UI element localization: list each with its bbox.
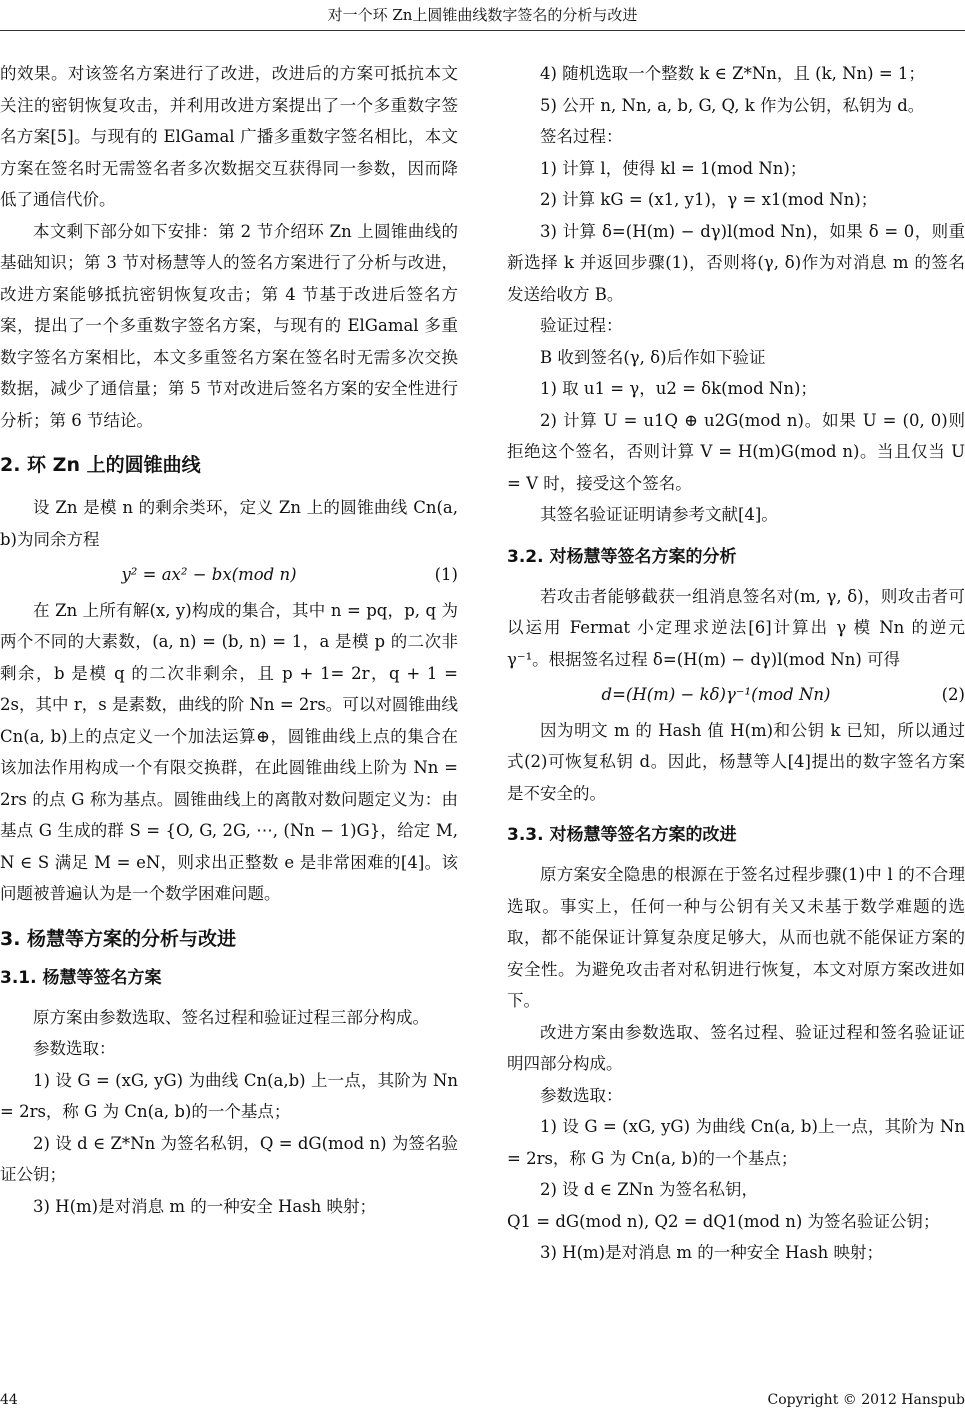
- param-step-5: 5) 公开 n, Nn, a, b, G, Q, k 作为公钥，私钥为 d。: [540, 95, 925, 115]
- left-column: [0, 58, 458, 1222]
- param-step-3: 3) H(m)是对消息 m 的一种安全 Hash 映射；: [33, 1196, 377, 1216]
- verify-label: 验证过程：: [540, 316, 623, 335]
- page-number: 44: [0, 1392, 18, 1408]
- definition-paragraph: 设 Zn 是模 n 的剩余类环，定义 Zn 上的圆锥曲线 Cn(a, b)为同余方程: [0, 498, 458, 549]
- sign-step-2: 2) 计算 kG = (x1, y1)，γ = x1(mod Nn)；: [540, 190, 878, 209]
- sign-step-1: 1) 计算 l，使得 kl = 1(mod Nn)；: [540, 158, 807, 178]
- intro-paragraph: 的效果。对该签名方案进行了改进，改进后的方案可抵抗本文关注的密钥恢复攻击，并利用改进方案提出了一个多重数字签名方案[5]。与现有的 ElGamal 广播多重数字签名相比，本文方案在签名时无需签名者多次数据交互获得同一参数，因而降低了通信代价。: [0, 64, 458, 209]
- improved-param-step-2-keys: Q1 = dG(mod n), Q2 = dQ1(mod n) 为签名验证公钥；: [507, 1211, 940, 1231]
- param-step-1: 1) 设 G = (xG, yG) 为曲线 Cn(a,b) 上一点，其阶为 Nn = 2rs，称 G 为 Cn(a, b)的一个基点；: [0, 1070, 458, 1121]
- section-3-heading: 3. 杨慧等方案的分析与改进: [0, 927, 237, 950]
- running-header: 对一个环 Zn上圆锥曲线数字签名的分析与改进: [327, 6, 638, 24]
- verify-step-1: 1) 取 u1 = γ，u2 = δk(mod Nn)；: [540, 379, 817, 398]
- header-rule: [0, 30, 965, 31]
- equation-2: [507, 679, 965, 711]
- param-label-2: 参数选取：: [540, 1085, 623, 1105]
- improved-param-step-3: 3) H(m)是对消息 m 的一种安全 Hash 映射；: [540, 1243, 884, 1262]
- improved-param-step-2: 2) 设 d ∈ ZNn 为签名私钥，: [540, 1180, 758, 1199]
- attack-paragraph: 若攻击者能够截获一组消息签名对(m, γ, δ)，则攻击者可以运用 Fermat 小定理求逆法[6]计算出 γ 模 Nn 的逆元 γ⁻¹。根据签名过程 δ=(H(m) − dγ)l(mod Nn) 可得: [507, 586, 965, 669]
- section-3-2-heading: 3.2. 对杨慧等签名方案的分析: [507, 546, 737, 567]
- verify-intro: B 收到签名(γ, δ)后作如下验证: [540, 347, 766, 367]
- copyright: Copyright © 2012 Hanspub: [767, 1392, 965, 1408]
- original-scheme-paragraph: 原方案由参数选取、签名过程和验证过程三部分构成。: [33, 1007, 429, 1027]
- right-column: [507, 58, 965, 1269]
- section-3-1-heading: 3.1. 杨慧等签名方案: [0, 967, 162, 988]
- recover-paragraph: 因为明文 m 的 Hash 值 H(m)和公钥 k 已知，所以通过式(2)可恢复私钥 d。因此，杨慧等人[4]提出的数字签名方案是不安全的。: [507, 720, 965, 803]
- improved-param-step-1: 1) 设 G = (xG, yG) 为曲线 Cn(a, b)上一点，其阶为 Nn = 2rs，称 G 为 Cn(a, b)的一个基点；: [507, 1117, 965, 1168]
- section-3-3-heading: 3.3. 对杨慧等签名方案的改进: [507, 825, 737, 845]
- equation-1: [0, 559, 458, 591]
- solution-paragraph: 在 Zn 上所有解(x, y)构成的集合，其中 n = pq，p, q 为两个不同的大素数，(a, n) = (b, n) = 1，a 是模 p 的二次非剩余，b 是模 q 的二次非剩余，且 p + 1= 2r，q + 1 = 2s，其中 r，s 是素数，曲线的阶 Nn = 2rs。可以对圆锥曲线 Cn(a, b)上的点定义一个加法运算⊕，圆锥曲线上点的集合在该加法作用构成一个有限交换群，在此圆锥曲线上阶为 Nn = 2rs 的点 G 称为基点。圆锥曲线上的离散对数问题定义为：由基点 G 生成的群 S = {O, G, 2G, ⋯, (Nn − 1)G}，给定 M, N ∈ S 满足 M = eN，则求出正整数 e 是非常困难的[4]。该问题被普遍认为是一个数学困难问题。: [0, 600, 458, 903]
- improved-scheme-paragraph: 改进方案由参数选取、签名过程、验证过程和签名验证证明四部分构成。: [507, 1022, 965, 1073]
- param-step-4: 4) 随机选取一个整数 k ∈ Z*Nn，且 (k, Nn) = 1；: [540, 64, 925, 83]
- param-step-2: 2) 设 d ∈ Z*Nn 为签名私钥，Q = dG(mod n) 为签名验证公钥；: [0, 1133, 458, 1184]
- equation-1-number: (1): [434, 565, 458, 584]
- sign-label: 签名过程：: [540, 127, 623, 146]
- section-2-heading: 2. 环 Zn 上的圆锥曲线: [0, 454, 201, 476]
- verify-proof-ref: 其签名验证证明请参考文献[4]。: [540, 505, 778, 524]
- sign-step-3: 3) 计算 δ=(H(m) − dγ)l(mod Nn)，如果 δ = 0，则重新选择 k 并返回步骤(1)，否则将(γ, δ)作为对消息 m 的签名发送给收方 B。: [507, 221, 965, 304]
- root-cause-paragraph: 原方案安全隐患的根源在于签名过程步骤(1)中 l 的不合理选取。事实上，任何一种与公钥有关又未基于数学难题的选取，都不能保证计算复杂度足够大，从而也就不能保证方案的安全性。为避免攻击者对私钥进行恢复，本文对原方案改进如下。: [507, 865, 965, 1010]
- equation-1-body: y² = ax² − bx(mod n): [121, 565, 297, 584]
- verify-step-2: 2) 计算 U = u1Q ⊕ u2G(mod n)。如果 U = (0, 0)则拒绝这个签名，否则计算 V = H(m)G(mod n)。当且仅当 U = V 时，接受这个签名。: [507, 410, 965, 493]
- equation-2-number: (2): [941, 685, 965, 704]
- param-label: 参数选取：: [33, 1039, 116, 1058]
- equation-2-body: d=(H(m) − kδ)γ⁻¹(mod Nn): [601, 685, 831, 704]
- outline-paragraph: 本文剩下部分如下安排：第 2 节介绍环 Zn 上圆锥曲线的基础知识；第 3 节对杨慧等人的签名方案进行了分析与改进，改进方案能够抵抗密钥恢复攻击；第 4 节基于改进后签名方案，提出了一个多重数字签名方案，与现有的 ElGamal 多重数字签名方案相比，本文多重签名方案在签名时无需多次交换数据，减少了通信量；第 5 节对改进后签名方案的安全性进行分析；第 6 节结论。: [0, 221, 458, 430]
